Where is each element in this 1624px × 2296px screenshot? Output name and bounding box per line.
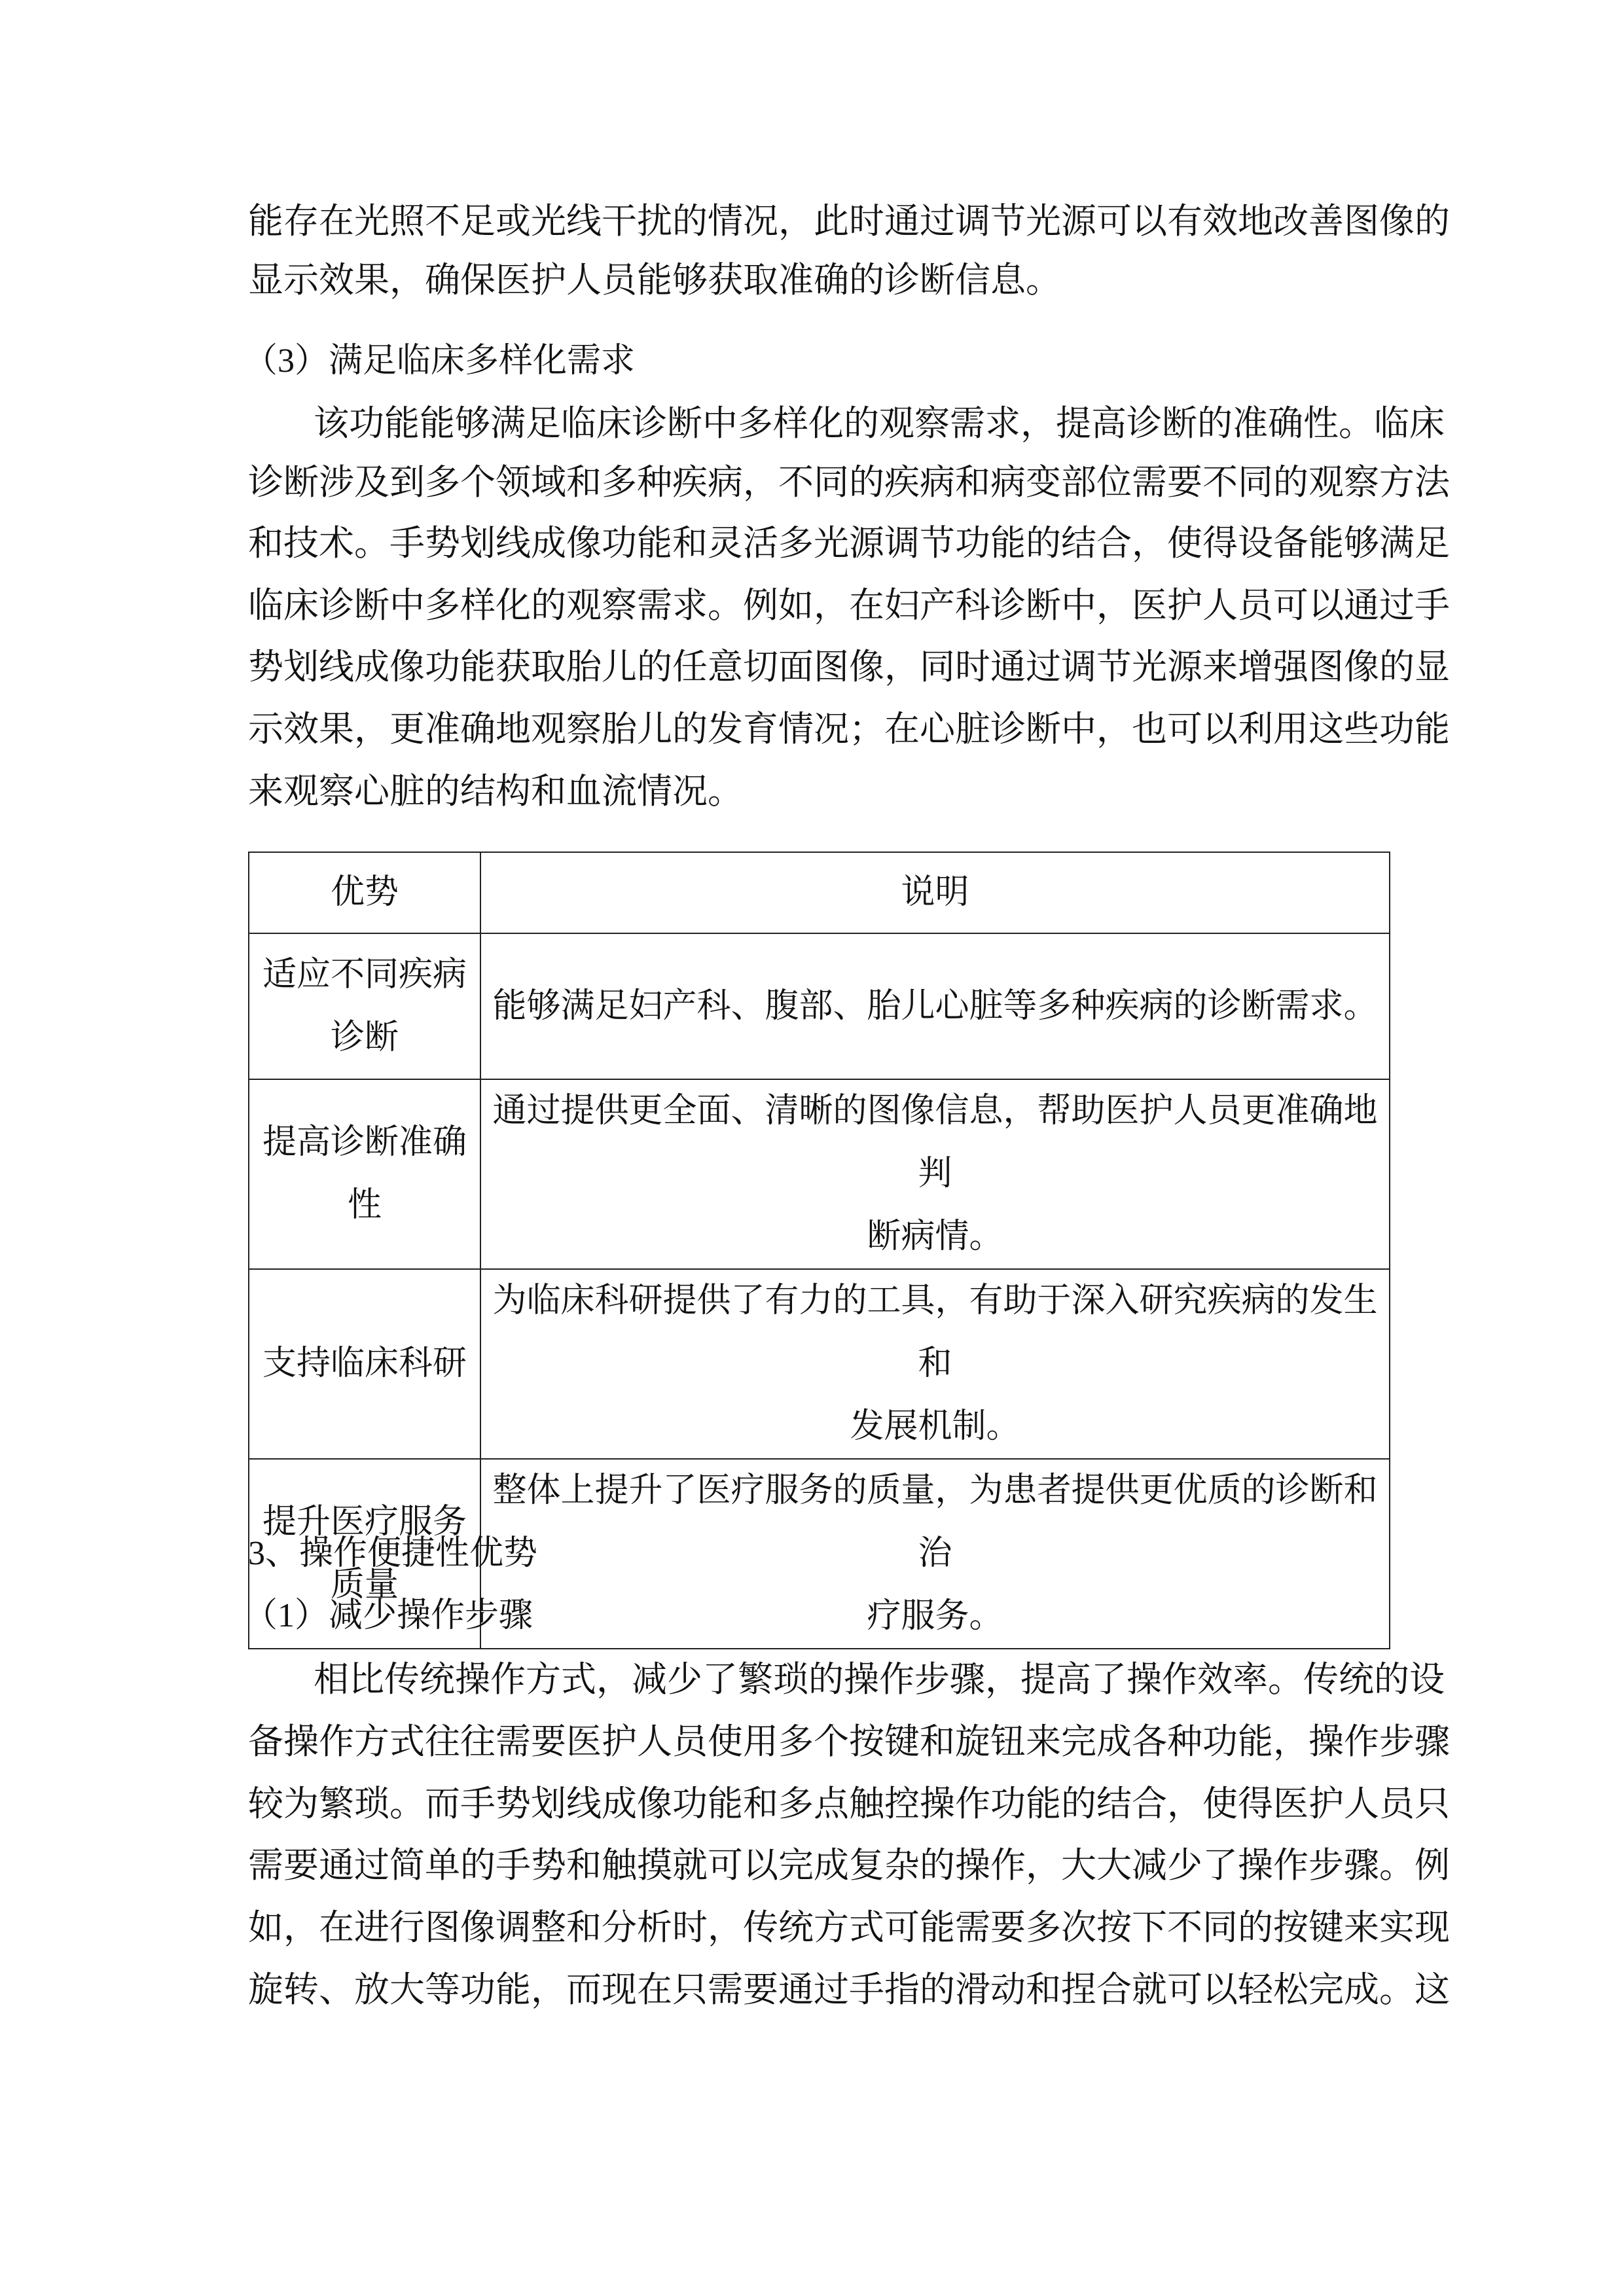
advantage-cell [249, 933, 480, 1079]
cell-line: 断病情。 [867, 1218, 1003, 1255]
advantage-cell [249, 1269, 480, 1459]
cell-line: 支持临床科研 [262, 1345, 467, 1382]
description-cell [480, 933, 1390, 1079]
text-line: 备操作方式往往需要医护人员使用多个按键和旋钮来完成各种功能，操作步骤 [248, 1722, 1450, 1761]
cell-line: 性 [347, 1187, 382, 1224]
text-line: 诊断涉及到多个领域和多种疾病，不同的疾病和病变部位需要不同的观察方法 [248, 463, 1450, 502]
advantage-cell [249, 1079, 480, 1269]
text-line: 显示效果，确保医护人员能够获取准确的诊断信息。 [248, 260, 1061, 300]
cell-line: 提升医疗服务 [262, 1503, 467, 1541]
text-line: 相比传统操作方式，减少了繁琐的操作步骤，提高了操作效率。传统的设 [314, 1660, 1445, 1699]
cell-line: 适应不同疾病 [262, 956, 467, 994]
description-cell [480, 1079, 1390, 1269]
text-line: 来观察心脏的结构和血流情况。 [248, 772, 743, 811]
description-cell [480, 1459, 1390, 1649]
text-line: 较为繁琐。而手势划线成像功能和多点触控操作功能的结合，使得医护人员只 [248, 1784, 1450, 1823]
cell-line: 整体上提升了医疗服务的质量，为患者提供更优质的诊断和治 [492, 1472, 1378, 1572]
text-line: 如，在进行图像调整和分析时，传统方式可能需要多次按下不同的按键来实现 [248, 1908, 1450, 1947]
cell-line: 质量 [330, 1566, 399, 1604]
text-line: 能存在光照不足或光线干扰的情况，此时通过调节光源可以有效地改善图像的 [248, 202, 1450, 241]
text-line: 和技术。手势划线成像功能和灵活多光源调节功能的结合，使得设备能够满足 [248, 524, 1450, 563]
text-line: 需要通过简单的手势和触摸就可以完成复杂的操作，大大减少了操作步骤。例 [248, 1846, 1450, 1885]
description-cell [480, 1269, 1390, 1459]
cell-line: 通过提供更全面、清晰的图像信息，帮助医护人员更准确地判 [492, 1092, 1378, 1193]
cell-line: 为临床科研提供了有力的工具，有助于深入研究疾病的发生和 [492, 1282, 1378, 1382]
table-header-row [249, 852, 1390, 933]
cell-line: 能够满足妇产科、腹部、胎儿心脏等多种疾病的诊断需求。 [492, 987, 1378, 1025]
text-line: 旋转、放大等功能，而现在只需要通过手指的滑动和捏合就可以轻松完成。这 [248, 1970, 1450, 2009]
subheading-1: （1）减少操作步骤 [244, 1597, 533, 1634]
text-line: 临床诊断中多样化的观察需求。例如，在妇产科诊断中，医护人员可以通过手 [248, 586, 1450, 625]
header-description: 说明 [480, 852, 1390, 933]
table-row [249, 1269, 1390, 1459]
text-line: 势划线成像功能获取胎儿的任意切面图像，同时通过调节光源来增强图像的显 [248, 647, 1450, 687]
cell-line: 诊断 [330, 1018, 399, 1056]
subheading-3: （3）满足临床多样化需求 [244, 342, 636, 380]
section-heading-3: 3、操作便捷性优势 [248, 1535, 538, 1572]
cell-line: 疗服务。 [867, 1598, 1003, 1635]
text-line: 该功能能够满足临床诊断中多样化的观察需求，提高诊断的准确性。临床 [314, 404, 1445, 443]
text-line: 示效果，更准确地观察胎儿的发育情况；在心脏诊断中，也可以利用这些功能 [248, 709, 1450, 749]
cell-line: 发展机制。 [850, 1408, 1020, 1445]
header-advantage: 优势 [249, 852, 480, 933]
cell-line: 提高诊断准确 [262, 1124, 467, 1161]
table-row [249, 1079, 1390, 1269]
table-row [249, 933, 1390, 1079]
